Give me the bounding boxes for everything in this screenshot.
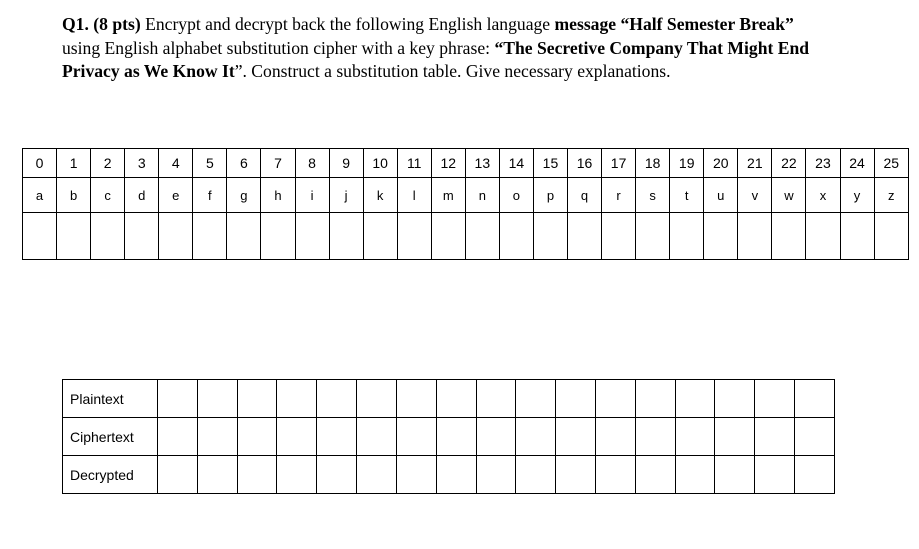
- answer-cell[interactable]: [516, 418, 556, 456]
- cipher-letter-cell[interactable]: [261, 213, 295, 260]
- answer-cell[interactable]: [516, 380, 556, 418]
- answer-cell[interactable]: [396, 418, 436, 456]
- plain-letter-cell: d: [125, 178, 159, 213]
- index-cell: 5: [193, 149, 227, 178]
- answer-cell[interactable]: [237, 380, 277, 418]
- answer-cell[interactable]: [715, 418, 755, 456]
- plain-letter-cell: h: [261, 178, 295, 213]
- answer-cell[interactable]: [516, 456, 556, 494]
- answer-cell[interactable]: [158, 418, 198, 456]
- plain-letter-cell: i: [295, 178, 329, 213]
- plain-letter-cell: v: [738, 178, 772, 213]
- index-cell: 11: [397, 149, 431, 178]
- plain-letter-cell: c: [91, 178, 125, 213]
- answer-cell[interactable]: [317, 456, 357, 494]
- question-text-part-2: using English alphabet substitution cipher with a key phrase:: [62, 37, 495, 58]
- plain-letter-cell: z: [874, 178, 908, 213]
- plain-letter-cell: g: [227, 178, 261, 213]
- index-cell: 17: [602, 149, 636, 178]
- cipher-letter-cell[interactable]: [227, 213, 261, 260]
- cipher-letter-cell[interactable]: [193, 213, 227, 260]
- answer-cell[interactable]: [436, 418, 476, 456]
- answer-cell[interactable]: [317, 380, 357, 418]
- plain-letter-cell: o: [499, 178, 533, 213]
- index-cell: 7: [261, 149, 295, 178]
- answer-cell[interactable]: [237, 456, 277, 494]
- substitution-table: [22, 148, 909, 260]
- answer-cell[interactable]: [476, 456, 516, 494]
- index-cell: 8: [295, 149, 329, 178]
- cipher-alphabet-row: [23, 213, 909, 260]
- answer-cell[interactable]: [595, 380, 635, 418]
- plain-letter-cell: a: [23, 178, 57, 213]
- index-cell: 20: [704, 149, 738, 178]
- answer-cell[interactable]: [715, 380, 755, 418]
- question-number: Q1. (8 pts): [62, 14, 141, 34]
- cipher-letter-cell[interactable]: [602, 213, 636, 260]
- cipher-letter-cell[interactable]: [670, 213, 704, 260]
- index-cell: 18: [636, 149, 670, 178]
- index-cell: 1: [57, 149, 91, 178]
- cipher-letter-cell[interactable]: [57, 213, 91, 260]
- cipher-letter-cell[interactable]: [568, 213, 602, 260]
- answer-cell[interactable]: [635, 380, 675, 418]
- index-cell: 19: [670, 149, 704, 178]
- answer-cell[interactable]: [197, 380, 237, 418]
- index-cell: 24: [840, 149, 874, 178]
- answer-cell[interactable]: [755, 380, 795, 418]
- answer-cell[interactable]: [795, 456, 835, 494]
- index-cell: 6: [227, 149, 261, 178]
- answer-cell[interactable]: [197, 418, 237, 456]
- row-label: Decrypted: [63, 456, 158, 494]
- answer-cell[interactable]: [277, 380, 317, 418]
- plain-letter-cell: q: [568, 178, 602, 213]
- answer-cell[interactable]: [476, 380, 516, 418]
- answer-cell[interactable]: [556, 380, 596, 418]
- cipher-letter-cell[interactable]: [91, 213, 125, 260]
- key-phrase: “The Secretive Company That Might End Privacy as We Know It: [62, 37, 810, 81]
- answer-cell[interactable]: [675, 456, 715, 494]
- answer-cell[interactable]: [795, 418, 835, 456]
- answer-cell[interactable]: [197, 456, 237, 494]
- plain-alphabet-row: [23, 178, 909, 213]
- message-text: “Half Semester Break”: [620, 14, 794, 34]
- plain-letter-cell: r: [602, 178, 636, 213]
- plain-letter-cell: n: [465, 178, 499, 213]
- plain-letter-cell: t: [670, 178, 704, 213]
- index-cell: 14: [499, 149, 533, 178]
- answer-cell[interactable]: [396, 380, 436, 418]
- encryption-work-table: [62, 379, 835, 494]
- plain-letter-cell: p: [533, 178, 567, 213]
- index-cell: 12: [431, 149, 465, 178]
- answer-cell[interactable]: [675, 418, 715, 456]
- answer-cell[interactable]: [755, 456, 795, 494]
- cipher-letter-cell[interactable]: [363, 213, 397, 260]
- cipher-letter-cell[interactable]: [431, 213, 465, 260]
- plain-letter-cell: j: [329, 178, 363, 213]
- answer-cell[interactable]: [755, 418, 795, 456]
- answer-cell[interactable]: [715, 456, 755, 494]
- index-cell: 2: [91, 149, 125, 178]
- answer-cell[interactable]: [795, 380, 835, 418]
- question-text-part-3: ”. Construct a substitution table. Give necessary explanations.: [234, 61, 671, 81]
- cipher-letter-cell[interactable]: [533, 213, 567, 260]
- answer-cell[interactable]: [357, 418, 397, 456]
- answer-cell[interactable]: [277, 418, 317, 456]
- answer-cell[interactable]: [357, 456, 397, 494]
- cipher-letter-cell[interactable]: [159, 213, 193, 260]
- answer-cell[interactable]: [675, 380, 715, 418]
- plain-letter-cell: f: [193, 178, 227, 213]
- answer-cell[interactable]: [556, 456, 596, 494]
- index-cell: 13: [465, 149, 499, 178]
- index-cell: 25: [874, 149, 908, 178]
- index-cell: 10: [363, 149, 397, 178]
- index-cell: 22: [772, 149, 806, 178]
- plain-letter-cell: k: [363, 178, 397, 213]
- cipher-letter-cell[interactable]: [840, 213, 874, 260]
- work-row-plaintext: [63, 380, 835, 418]
- index-cell: 4: [159, 149, 193, 178]
- plain-letter-cell: e: [159, 178, 193, 213]
- question-text: [62, 13, 822, 84]
- answer-cell[interactable]: [237, 418, 277, 456]
- cipher-letter-cell[interactable]: [295, 213, 329, 260]
- work-row-decrypted: [63, 456, 835, 494]
- cipher-letter-cell[interactable]: [738, 213, 772, 260]
- index-cell: 16: [568, 149, 602, 178]
- answer-cell[interactable]: [317, 418, 357, 456]
- cipher-letter-cell[interactable]: [806, 213, 840, 260]
- plain-letter-cell: s: [636, 178, 670, 213]
- plain-letter-cell: u: [704, 178, 738, 213]
- cipher-letter-cell[interactable]: [772, 213, 806, 260]
- answer-cell[interactable]: [595, 418, 635, 456]
- answer-cell[interactable]: [436, 456, 476, 494]
- answer-cell[interactable]: [635, 418, 675, 456]
- index-cell: 0: [23, 149, 57, 178]
- cipher-letter-cell[interactable]: [499, 213, 533, 260]
- answer-cell[interactable]: [436, 380, 476, 418]
- cipher-letter-cell[interactable]: [125, 213, 159, 260]
- answer-cell[interactable]: [357, 380, 397, 418]
- row-label: Plaintext: [63, 380, 158, 418]
- index-cell: 3: [125, 149, 159, 178]
- plain-letter-cell: m: [431, 178, 465, 213]
- plain-letter-cell: y: [840, 178, 874, 213]
- index-cell: 21: [738, 149, 772, 178]
- index-cell: 23: [806, 149, 840, 178]
- answer-cell[interactable]: [556, 418, 596, 456]
- index-row: [23, 149, 909, 178]
- answer-cell[interactable]: [158, 380, 198, 418]
- cipher-letter-cell[interactable]: [704, 213, 738, 260]
- answer-cell[interactable]: [277, 456, 317, 494]
- row-label: Ciphertext: [63, 418, 158, 456]
- cipher-letter-cell[interactable]: [329, 213, 363, 260]
- index-cell: 9: [329, 149, 363, 178]
- work-row-ciphertext: [63, 418, 835, 456]
- cipher-letter-cell[interactable]: [465, 213, 499, 260]
- answer-cell[interactable]: [158, 456, 198, 494]
- cipher-letter-cell[interactable]: [874, 213, 908, 260]
- answer-cell[interactable]: [396, 456, 436, 494]
- message-word: message: [554, 14, 617, 34]
- plain-letter-cell: x: [806, 178, 840, 213]
- answer-cell[interactable]: [635, 456, 675, 494]
- question-text-part-1: Encrypt and decrypt back the following English language: [140, 14, 555, 34]
- answer-cell[interactable]: [595, 456, 635, 494]
- plain-letter-cell: w: [772, 178, 806, 213]
- cipher-letter-cell[interactable]: [636, 213, 670, 260]
- cipher-letter-cell[interactable]: [23, 213, 57, 260]
- answer-cell[interactable]: [476, 418, 516, 456]
- plain-letter-cell: b: [57, 178, 91, 213]
- cipher-letter-cell[interactable]: [397, 213, 431, 260]
- plain-letter-cell: l: [397, 178, 431, 213]
- index-cell: 15: [533, 149, 567, 178]
